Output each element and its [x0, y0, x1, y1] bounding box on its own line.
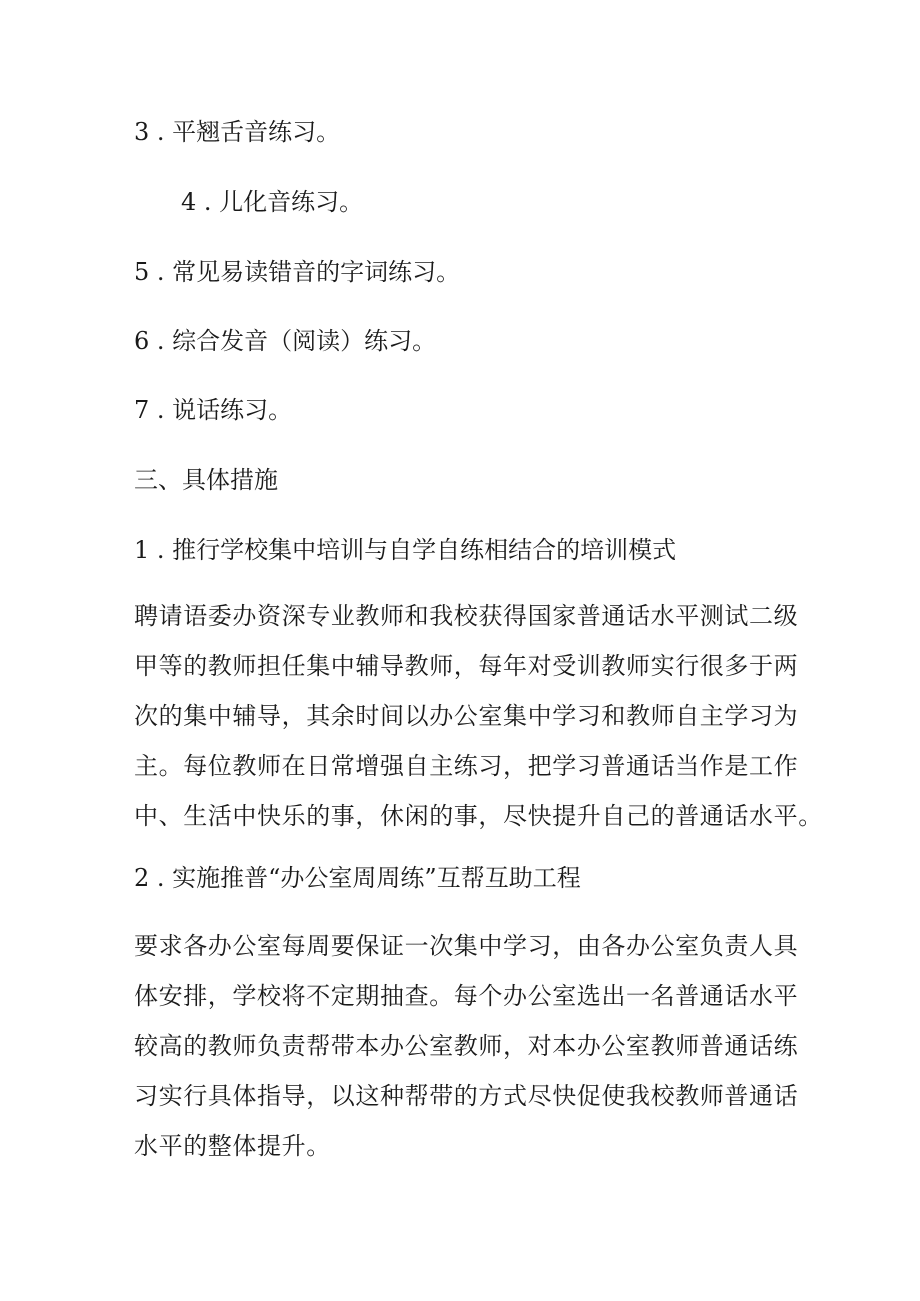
measure-1-paragraph [134, 591, 823, 841]
section-heading: 三、具体措施 [134, 466, 278, 494]
measure-1-title: 1 . 推行学校集中培训与自学自练相结合的培训模式 [134, 536, 677, 564]
measure-2-title: 2 . 实施推普“办公室周周练”互帮互助工程 [134, 864, 581, 892]
list-item-5: 5 . 常见易读错音的字词练习。 [134, 258, 461, 286]
paragraph-line: 要求各办公室每周要保证一次集中学习，由各办公室负责人具 [134, 932, 799, 960]
paragraph-line: 习实行具体指导，以这种帮带的方式尽快促使我校教师普通话 [134, 1082, 799, 1110]
list-item-4: 4 . 儿化音练习。 [181, 188, 364, 216]
paragraph-line: 中、生活中快乐的事，休闲的事，尽快提升自己的普通话水平。 [134, 802, 823, 830]
paragraph-line: 甲等的教师担任集中辅导教师，每年对受训教师实行很多于两 [134, 652, 799, 680]
measure-2-paragraph [134, 921, 799, 1171]
paragraph-line: 聘请语委办资深专业教师和我校获得国家普通话水平测试二级 [134, 602, 799, 630]
list-item-6: 6 . 综合发音（阅读）练习。 [134, 327, 437, 355]
paragraph-line: 主。每位教师在日常增强自主练习，把学习普通话当作是工作 [134, 752, 799, 780]
paragraph-line: 水平的整体提升。 [134, 1132, 331, 1160]
list-item-7: 7 . 说话练习。 [134, 396, 293, 424]
paragraph-line: 体安排，学校将不定期抽查。每个办公室选出一名普通话水平 [134, 982, 799, 1010]
paragraph-line: 较高的教师负责帮带本办公室教师，对本办公室教师普通话练 [134, 1032, 799, 1060]
paragraph-line: 次的集中辅导，其余时间以办公室集中学习和教师自主学习为 [134, 702, 799, 730]
list-item-3: 3 . 平翘舌音练习。 [134, 118, 341, 146]
